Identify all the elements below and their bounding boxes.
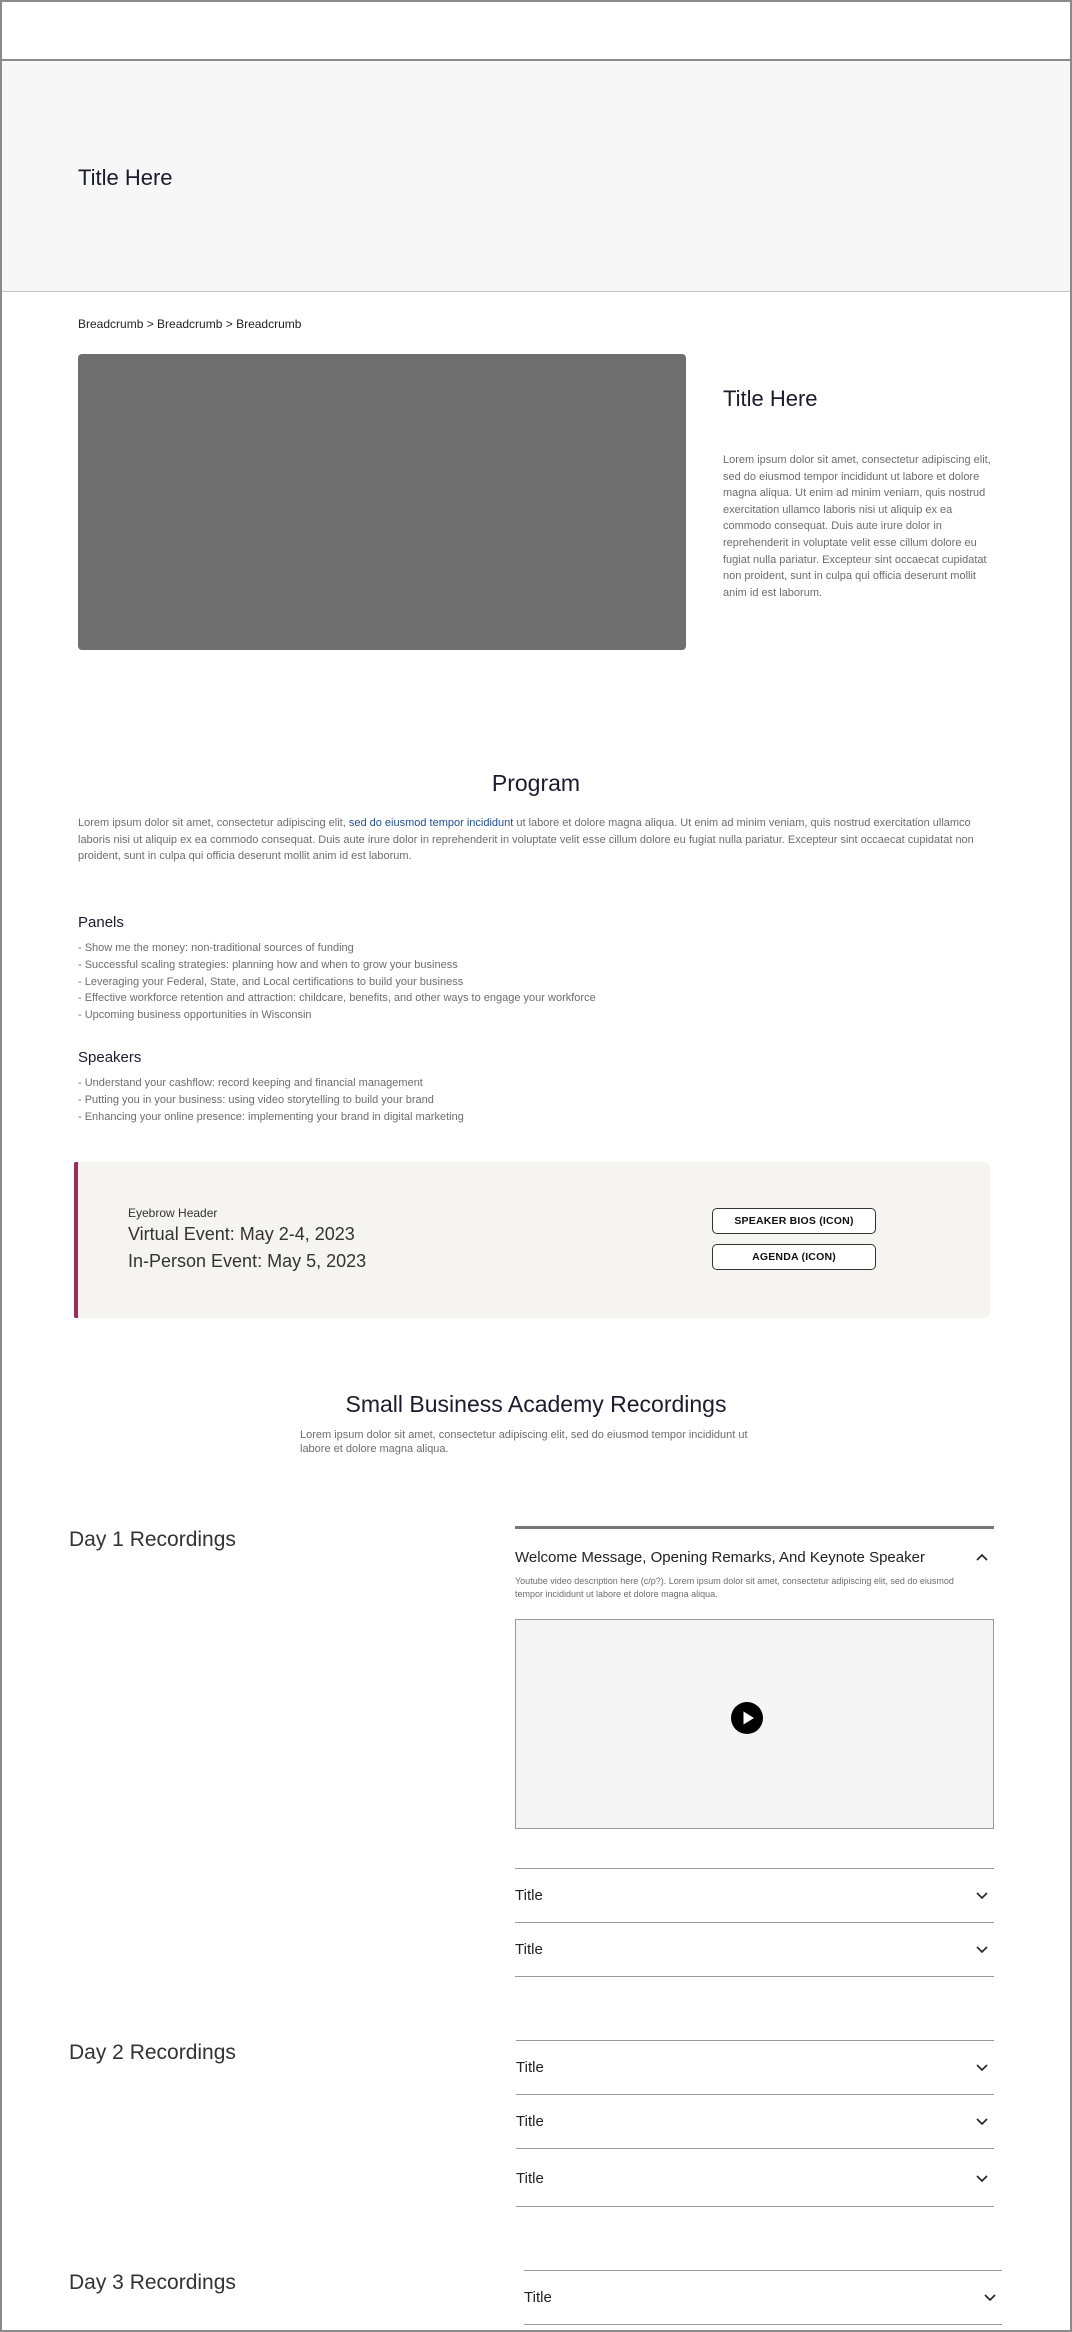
agenda-button[interactable]: AGENDA (ICON)	[712, 1244, 876, 1270]
accordion-title: Title	[515, 1941, 543, 1958]
chevron-down-icon[interactable]	[974, 2171, 990, 2187]
chevron-up-icon[interactable]	[974, 1549, 990, 1565]
accordion-item[interactable]	[516, 2094, 994, 2148]
accordion-description: Youtube video description here (c/p?). Lorem ipsum dolor sit amet, consectetur adipiscing elit, sed do eiusmod tempor incididunt ut labore et dolore magna aliqua.	[515, 1576, 954, 1599]
accordion-item-open[interactable]	[515, 1526, 994, 1599]
play-icon[interactable]	[731, 1702, 763, 1734]
list-item: - Upcoming business opportunities in Wisconsin	[78, 1009, 312, 1022]
speakers-list	[78, 1075, 464, 1125]
breadcrumb[interactable]: Breadcrumb > Breadcrumb > Breadcrumb	[78, 317, 302, 331]
list-item: - Successful scaling strategies: planning how and when to grow your business	[78, 958, 458, 971]
chevron-down-icon[interactable]	[982, 2290, 998, 2306]
top-navigation-bar	[2, 2, 1070, 61]
speakers-heading: Speakers	[78, 1049, 142, 1066]
speaker-bios-button[interactable]: SPEAKER BIOS (ICON)	[712, 1208, 876, 1234]
program-body	[78, 815, 978, 865]
intro-body: Lorem ipsum dolor sit amet, consectetur adipiscing elit, sed do eiusmod tempor incididunt ut labore et dolore magna aliqua. Ut enim ad minim veniam, quis nostrud exercitation ullamco laboris nisi ut aliquip ex ea commodo consequat. Duis aute irure dolor in reprehenderit in voluptate velit esse cillum dolore eu fugiat nulla pariatur. Excepteur sint occaecat cupidatat non proident, sunt in culpa qui officia deserunt mollit anim id est laborum.	[723, 454, 991, 599]
chevron-down-icon[interactable]	[974, 1942, 990, 1958]
day-1-heading: Day 1 Recordings	[69, 1528, 236, 1551]
hero-image-placeholder	[78, 354, 686, 650]
list-item: - Putting you in your business: using video storytelling to build your brand	[78, 1093, 434, 1106]
accordion-divider	[516, 2206, 994, 2207]
list-item: - Show me the money: non-traditional sources of funding	[78, 942, 354, 954]
recordings-subtitle: Lorem ipsum dolor sit amet, consectetur adipiscing elit, sed do eiusmod tempor incididunt ut labore et dolore magna aliqua.	[300, 1429, 748, 1455]
accordion-item[interactable]	[515, 1868, 994, 1922]
accordion-title: Title	[524, 2289, 552, 2306]
accordion-divider	[515, 1976, 994, 1977]
event-info-card	[74, 1162, 990, 1318]
panels-list	[78, 940, 596, 1024]
accordion-title: Title	[515, 1887, 543, 1904]
accordion-title: Title	[516, 2113, 544, 2130]
accordion-item[interactable]	[516, 2148, 994, 2206]
in-person-event-date: In-Person Event: May 5, 2023	[128, 1251, 367, 1271]
chevron-down-icon[interactable]	[974, 2114, 990, 2130]
intro-title: Title Here	[723, 386, 818, 411]
list-item: - Leveraging your Federal, State, and Local certifications to build your business	[78, 975, 464, 988]
accordion-title[interactable]: Welcome Message, Opening Remarks, And Keynote Speaker	[515, 1549, 925, 1566]
day-2-heading: Day 2 Recordings	[69, 2041, 236, 2064]
eyebrow-header: Eyebrow Header	[128, 1206, 218, 1220]
program-body-link[interactable]: sed do eiusmod tempor incididunt	[348, 817, 514, 829]
accordion-item[interactable]	[516, 2040, 994, 2094]
video-player[interactable]	[515, 1619, 994, 1829]
chevron-down-icon[interactable]	[974, 2060, 990, 2076]
accordion-title: Title	[516, 2059, 544, 2076]
list-item: - Enhancing your online presence: implementing your brand in digital marketing	[78, 1110, 464, 1123]
accordion-title: Title	[516, 2170, 544, 2187]
program-body-text: ut labore et dolore magna aliqua. Ut enim ad minim veniam, quis nostrud exercitation ullamco laboris nisi ut aliquip ex ea commodo consequat. Duis aute irure dolor in reprehenderit in voluptate velit esse cillum dolore eu fugiat nulla pariatur. Excepteur sint occaecat cupidatat non proident, sunt in culpa qui officia deserunt mollit anim id est laborum.	[78, 817, 974, 863]
chevron-down-icon[interactable]	[974, 1888, 990, 1904]
program-body-text: Lorem ipsum dolor sit amet, consectetur adipiscing elit,	[78, 817, 349, 829]
list-item: - Effective workforce retention and attraction: childcare, benefits, and other ways to engage your workforce	[78, 992, 596, 1005]
hero-banner	[2, 61, 1070, 292]
recordings-title: Small Business Academy Recordings	[345, 1391, 727, 1417]
accordion-divider	[524, 2324, 1002, 2325]
accordion-item[interactable]	[524, 2270, 1002, 2324]
hero-title: Title Here	[78, 165, 173, 190]
panels-heading: Panels	[78, 914, 124, 931]
list-item: - Understand your cashflow: record keeping and financial management	[78, 1077, 423, 1089]
day-3-heading: Day 3 Recordings	[69, 2271, 236, 2294]
program-title: Program	[491, 770, 581, 796]
virtual-event-date: Virtual Event: May 2-4, 2023	[128, 1224, 355, 1244]
accordion-item[interactable]	[515, 1922, 994, 1976]
